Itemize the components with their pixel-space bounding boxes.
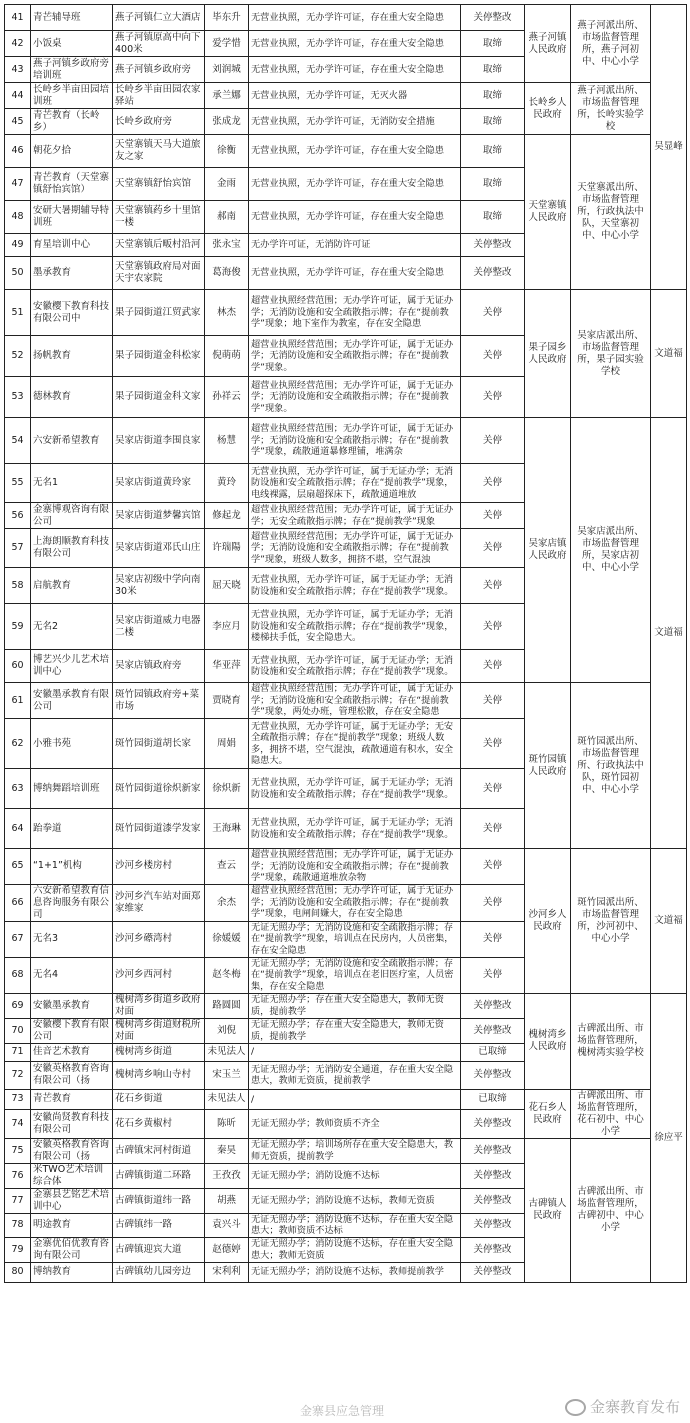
town-government: 吴家店镇人民政府 — [525, 418, 571, 683]
handling-result: 关停 — [461, 650, 525, 683]
institution-name: 佳音艺术教育 — [31, 1043, 113, 1061]
contact-person: 赵冬梅 — [205, 957, 249, 993]
row-number: 47 — [5, 168, 31, 201]
contact-person: 路圆圆 — [205, 993, 249, 1018]
contact-person: 袁兴斗 — [205, 1213, 249, 1237]
contact-person: 黄玲 — [205, 464, 249, 503]
problem-description: 超营业执照经营范围；无办学许可证，属于无证办学；无消防设施和安全疏散指示牌；存在“提前教学”现象；地下室作为教室，存在安全隐患 — [249, 290, 461, 336]
institution-name: 安徽墨承教育有限公司 — [31, 683, 113, 719]
row-number: 63 — [5, 769, 31, 809]
handling-result: 关停 — [461, 809, 525, 849]
handling-result: 关停整改 — [461, 1163, 525, 1188]
institution-name: 长岭乡半亩田园培训班 — [31, 83, 113, 109]
problem-description: 无营业执照，无办学许可证，无灭火器 — [249, 83, 461, 109]
problem-description: / — [249, 1089, 461, 1110]
institution-address: 天堂寨镇天马大道旅友之家 — [113, 135, 205, 168]
table-row — [5, 993, 687, 1018]
institution-address: 吴家店街道李围良家 — [113, 418, 205, 464]
institution-address: 沙河乡西河村 — [113, 957, 205, 993]
problem-description: 无营业执照，无办学许可证，存在重大安全隐患 — [249, 257, 461, 290]
town-government: 斑竹园镇人民政府 — [525, 683, 571, 849]
problem-description: 超营业执照经营范围；无办学许可证，属于无证办学；无消防设施和安全疏散指示牌；存在“提前教学”现象，疏散通道堆放杂物 — [249, 849, 461, 885]
institution-name: 无名1 — [31, 464, 113, 503]
contact-person: 华亚萍 — [205, 650, 249, 683]
institution-name: 跆拳道 — [31, 809, 113, 849]
row-number: 44 — [5, 83, 31, 109]
row-number: 69 — [5, 993, 31, 1018]
institution-address: 古碑镇街道二环路 — [113, 1163, 205, 1188]
handling-result: 关停整改 — [461, 257, 525, 290]
problem-description: 无营业执照，无办学许可证，属于无证办学；无消防设施和安全疏散指示牌；存在“提前教学”现象。 — [249, 650, 461, 683]
problem-description: 超营业执照经营范围；无办学许可证，属于无证办学；无消防设施和安全疏散指示牌；存在“提前教学”现象，两处办班，管理松散，存在安全隐患 — [249, 683, 461, 719]
institution-address: 吴家店街道威力电器二楼 — [113, 604, 205, 650]
contact-person: 徐衡 — [205, 135, 249, 168]
institution-address: 槐树湾乡响山寺村 — [113, 1061, 205, 1089]
contact-person: 宋玉兰 — [205, 1061, 249, 1089]
problem-description: 无证无照办学；消防设施不达标 — [249, 1163, 461, 1188]
row-number: 76 — [5, 1163, 31, 1188]
handling-result: 已取缔 — [461, 1043, 525, 1061]
town-government: 天堂寨镇人民政府 — [525, 135, 571, 290]
handling-result: 关停 — [461, 849, 525, 885]
contact-person: 张永宝 — [205, 234, 249, 257]
row-number: 52 — [5, 336, 31, 377]
institution-address: 天堂寨镇后畈村沿河 — [113, 234, 205, 257]
table-row — [5, 683, 687, 719]
institution-address: 斑竹园街道漆学发家 — [113, 809, 205, 849]
problem-description: 无营业执照，无办学许可证，属于无证办学；无安全疏散指示牌；存在“提前教学”现象；班级人数多，拥挤不堪，空气混浊，疏散通道有积水，安全隐患大。 — [249, 719, 461, 769]
institution-address: 天堂寨镇政府局对面天宇农家院 — [113, 257, 205, 290]
handling-result: 关停 — [461, 418, 525, 464]
row-number: 77 — [5, 1188, 31, 1213]
institution-address: 沙河乡礤湾村 — [113, 921, 205, 957]
rectification-table — [4, 4, 687, 1283]
contact-person: 孙祥云 — [205, 377, 249, 418]
institution-name: 安研大暑期辅导特训班 — [31, 201, 113, 234]
row-number: 71 — [5, 1043, 31, 1061]
handling-result: 关停 — [461, 683, 525, 719]
row-number: 80 — [5, 1262, 31, 1282]
problem-description: 无证无照办学；教师资质不齐全 — [249, 1110, 461, 1139]
row-number: 78 — [5, 1213, 31, 1237]
institution-address: 长岭乡半亩田园农家驿站 — [113, 83, 205, 109]
contact-person: 周娟 — [205, 719, 249, 769]
contact-person: 余杰 — [205, 884, 249, 921]
problem-description: 无证无照办学；无消防设施和安全疏散指示牌；存在“提前教学”现象，培训点在民房内，人员密集，存在安全隐患 — [249, 921, 461, 957]
institution-address: 古碑镇宋河村街道 — [113, 1138, 205, 1163]
institution-name: 青芒教育（长岭乡） — [31, 109, 113, 135]
row-number: 45 — [5, 109, 31, 135]
problem-description: 无证无照办学；培训场所存在重大安全隐患大，教师无资质，提前教学 — [249, 1138, 461, 1163]
contact-person: 查云 — [205, 849, 249, 885]
institution-address: 古碑镇幼儿园旁边 — [113, 1262, 205, 1282]
contact-person: 葛海俊 — [205, 257, 249, 290]
institution-name: 六安新希望教育 — [31, 418, 113, 464]
row-number: 49 — [5, 234, 31, 257]
institution-address: 燕子河镇乡政府旁 — [113, 57, 205, 83]
handling-result: 关停整改 — [461, 1138, 525, 1163]
institution-address: 吴家店初级中学向南30米 — [113, 568, 205, 604]
contact-person: 刘润城 — [205, 57, 249, 83]
handling-result: 关停整改 — [461, 1110, 525, 1139]
wechat-icon — [565, 1399, 586, 1416]
institution-name: 金寨博观咨询有限公司 — [31, 503, 113, 529]
table-body — [5, 5, 687, 1283]
town-government: 沙河乡人民政府 — [525, 849, 571, 994]
contact-person: 爱学惜 — [205, 31, 249, 57]
institution-name: 安徽英格教育咨询有限公司（扬 — [31, 1138, 113, 1163]
handling-result: 关停 — [461, 336, 525, 377]
handling-result: 关停 — [461, 377, 525, 418]
contact-person: 毕东升 — [205, 5, 249, 31]
handling-result: 关停整改 — [461, 1213, 525, 1237]
row-number: 50 — [5, 257, 31, 290]
institution-name: 无名3 — [31, 921, 113, 957]
problem-description: 无营业执照，无办学许可证，存在重大安全隐患 — [249, 57, 461, 83]
contact-person: 王孜孜 — [205, 1163, 249, 1188]
problem-description: 超营业执照经营范围；无办学许可证，属于无证办学；无消防设施和安全疏散指示牌；存在“提前教学”现象，电闸间嫌大，存在安全隐患 — [249, 884, 461, 921]
town-government: 古碑镇人民政府 — [525, 1138, 571, 1282]
institution-name: 博纳教育 — [31, 1262, 113, 1282]
institution-address: 斑竹园镇政府旁+菜市场 — [113, 683, 205, 719]
cooperating-departments: 古碑派出所、市场监督管理所，花石初中、中心小学 — [571, 1089, 651, 1138]
problem-description: 无证无照办学；消防设施不达标，教师提前教学 — [249, 1262, 461, 1282]
problem-description: / — [249, 1043, 461, 1061]
institution-name: 博纳舞蹈培训班 — [31, 769, 113, 809]
row-number: 60 — [5, 650, 31, 683]
town-government: 花石乡人民政府 — [525, 1089, 571, 1138]
problem-description: 超营业执照经营范围；无办学许可证，属于无证办学；无消防设施和安全疏散指示牌；存在“提前教学”现象。 — [249, 336, 461, 377]
institution-address: 吴家店镇政府旁 — [113, 650, 205, 683]
cooperating-departments: 古碑派出所、市场监督管理所，古碑初中、中心小学 — [571, 1138, 651, 1282]
row-number: 53 — [5, 377, 31, 418]
institution-name: 上海朗顺教育科技有限公司 — [31, 529, 113, 568]
table-row — [5, 1089, 687, 1110]
handling-result: 关停整改 — [461, 1262, 525, 1282]
row-number: 65 — [5, 849, 31, 885]
contact-person: 金雨 — [205, 168, 249, 201]
problem-description: 无证无照办学；无消防设施和安全疏散指示牌；存在“提前教学”现象，培训点在老旧医疗室，人员密集，存在安全隐患 — [249, 957, 461, 993]
contact-person: 未见法人 — [205, 1043, 249, 1061]
contact-person: 修起龙 — [205, 503, 249, 529]
institution-address: 槐树湾乡街道 — [113, 1043, 205, 1061]
row-number: 74 — [5, 1110, 31, 1139]
cooperating-departments: 燕子河派出所、市场监督管理所，长岭实验学校 — [571, 83, 651, 135]
row-number: 70 — [5, 1018, 31, 1043]
table-row — [5, 135, 687, 168]
institution-name: 青芒辅导班 — [31, 5, 113, 31]
watermark: 金寨教育发布 — [565, 1396, 680, 1417]
handling-result: 关停整改 — [461, 1188, 525, 1213]
contact-person: 李应月 — [205, 604, 249, 650]
institution-name: 金寨优佰优教育咨询有限公司 — [31, 1237, 113, 1262]
institution-address: 吴家店街道梦馨宾馆 — [113, 503, 205, 529]
problem-description: 无证无照办学；消防设施不达标，存在重大安全隐患大；教师无资质 — [249, 1237, 461, 1262]
handling-result: 关停 — [461, 503, 525, 529]
handling-result: 关停整改 — [461, 1061, 525, 1089]
row-number: 72 — [5, 1061, 31, 1089]
row-number: 79 — [5, 1237, 31, 1262]
institution-name: 明途教育 — [31, 1213, 113, 1237]
contact-person: 秦昊 — [205, 1138, 249, 1163]
contact-person: 林杰 — [205, 290, 249, 336]
institution-name: 米TWO艺术培训综合体 — [31, 1163, 113, 1188]
handling-result: 取缔 — [461, 201, 525, 234]
institution-name: 青芒教育（天堂寨镇舒怡宾馆） — [31, 168, 113, 201]
problem-description: 无营业执照，无办学许可证，属于无证办学；无消防设施和安全疏散指示牌；存在“提前教学”现象。 — [249, 769, 461, 809]
institution-address: 槐树湾乡街道财税所对面 — [113, 1018, 205, 1043]
responsible-person: 文道福 — [651, 849, 687, 994]
responsible-person: 徐应平 — [651, 993, 687, 1282]
institution-address: 燕子河镇原高中向下400米 — [113, 31, 205, 57]
responsible-person: 文道福 — [651, 290, 687, 418]
institution-address: 果子园街道金科松家 — [113, 336, 205, 377]
table-row — [5, 418, 687, 464]
row-number: 57 — [5, 529, 31, 568]
problem-description: 无营业执照，无办学许可证，无消防安全措施 — [249, 109, 461, 135]
table-row — [5, 5, 687, 31]
institution-address: 沙河乡楼房村 — [113, 849, 205, 885]
contact-person: 徐炽新 — [205, 769, 249, 809]
cooperating-departments: 吴家店派出所、市场监督管理所，果子园实验学校 — [571, 290, 651, 418]
institution-name: 金寨县艺铭艺术培训中心 — [31, 1188, 113, 1213]
row-number: 54 — [5, 418, 31, 464]
institution-name: 安徽樱下教育科技有限公司中 — [31, 290, 113, 336]
contact-person: 胡燕 — [205, 1188, 249, 1213]
problem-description: 超营业执照经营范围；无办学许可证，属于无证办学；无消防设施和安全疏散指示牌；存在“提前教学”现象。 — [249, 377, 461, 418]
contact-person: 承兰娜 — [205, 83, 249, 109]
institution-address: 吴家店街道邓氏山庄 — [113, 529, 205, 568]
problem-description: 无营业执照，无办学许可证，属于无证办学；无消防设施和安全疏散指示牌；存在“提前教学”现象，电线裸露，层扇超探床下，疏散通道堆放 — [249, 464, 461, 503]
handling-result: 取缔 — [461, 31, 525, 57]
contact-person: 倪萌萌 — [205, 336, 249, 377]
handling-result: 取缔 — [461, 109, 525, 135]
row-number: 62 — [5, 719, 31, 769]
institution-name: 安徽尚贤教育科技有限公司 — [31, 1110, 113, 1139]
institution-name: 无名2 — [31, 604, 113, 650]
handling-result: 关停 — [461, 290, 525, 336]
handling-result: 关停整改 — [461, 1237, 525, 1262]
institution-name: 墨承教育 — [31, 257, 113, 290]
town-government: 燕子河镇人民政府 — [525, 5, 571, 83]
row-number: 56 — [5, 503, 31, 529]
institution-address: 古碑镇街道纬一路 — [113, 1188, 205, 1213]
watermark-small: 金寨县应急管理 — [300, 1404, 385, 1418]
institution-address: 天堂寨镇药乡十里馆一楼 — [113, 201, 205, 234]
handling-result: 关停 — [461, 884, 525, 921]
institution-name: 扬帆教育 — [31, 336, 113, 377]
town-government: 果子园乡人民政府 — [525, 290, 571, 418]
cooperating-departments: 燕子河派出所、市场监督管理所，燕子河初中、中心小学 — [571, 5, 651, 83]
row-number: 64 — [5, 809, 31, 849]
institution-address: 沙河乡汽车站对面郑家维家 — [113, 884, 205, 921]
problem-description: 无营业执照，无办学许可证，存在重大安全隐患 — [249, 5, 461, 31]
row-number: 75 — [5, 1138, 31, 1163]
institution-address: 斑竹园街道胡长家 — [113, 719, 205, 769]
institution-address: 燕子河镇仁立大酒店 — [113, 5, 205, 31]
institution-address: 古碑镇迎宾大道 — [113, 1237, 205, 1262]
institution-address: 花石乡黄椒村 — [113, 1110, 205, 1139]
problem-description: 无办学许可证，无消防许可证 — [249, 234, 461, 257]
institution-name: “1+1”机构 — [31, 849, 113, 885]
cooperating-departments: 斑竹园派出所、市场监督管理所，沙河初中、中心小学 — [571, 849, 651, 994]
institution-address: 长岭乡政府旁 — [113, 109, 205, 135]
handling-result: 关停 — [461, 957, 525, 993]
row-number: 66 — [5, 884, 31, 921]
institution-address: 古碑镇纬一路 — [113, 1213, 205, 1237]
responsible-person: 文道福 — [651, 418, 687, 849]
institution-name: 六安新希望教育信息咨询服务有限公司 — [31, 884, 113, 921]
institution-name: 安徽墨承教育 — [31, 993, 113, 1018]
problem-description: 超营业执照经营范围；无办学许可证，属于无证办学；无消防设施和安全疏散指示牌；存在“提前教学”现象，疏散通道暴修理铺，堆满杂 — [249, 418, 461, 464]
row-number: 67 — [5, 921, 31, 957]
row-number: 43 — [5, 57, 31, 83]
cooperating-departments: 斑竹园派出所、市场监督管理所、行政执法中队，斑竹园初中、中心小学 — [571, 683, 651, 849]
row-number: 42 — [5, 31, 31, 57]
problem-description: 超营业执照经营范围；无办学许可证，属于无证办学；无消防设施和安全疏散指示牌；存在“提前教学”现象，班级人数多，拥挤不堪，空气混浊 — [249, 529, 461, 568]
row-number: 46 — [5, 135, 31, 168]
handling-result: 关停整改 — [461, 1018, 525, 1043]
handling-result: 关停整改 — [461, 993, 525, 1018]
problem-description: 无证无照办学；消防设施不达标，教师无资质 — [249, 1188, 461, 1213]
handling-result: 关停 — [461, 921, 525, 957]
handling-result: 关停 — [461, 769, 525, 809]
contact-person: 贾晓育 — [205, 683, 249, 719]
institution-address: 吴家店街道黄玲家 — [113, 464, 205, 503]
problem-description: 无证无照办学；存在重大安全隐患大，教师无资质，提前教学 — [249, 1018, 461, 1043]
problem-description: 无营业执照，无办学许可证，属于无证办学；无消防设施和安全疏散指示牌；存在“提前教学”现象。 — [249, 809, 461, 849]
row-number: 73 — [5, 1089, 31, 1110]
problem-description: 无营业执照，无办学许可证，存在重大安全隐患 — [249, 31, 461, 57]
institution-name: 安徽樱下教育有限公司 — [31, 1018, 113, 1043]
row-number: 48 — [5, 201, 31, 234]
problem-description: 无营业执照，无办学许可证，存在重大安全隐患 — [249, 135, 461, 168]
handling-result: 取缔 — [461, 135, 525, 168]
problem-description: 无证无照办学；消防设施不达标，存在重大安全隐患大；教师资质不达标 — [249, 1213, 461, 1237]
institution-name: 育星培训中心 — [31, 234, 113, 257]
institution-name: 朝花夕拾 — [31, 135, 113, 168]
row-number: 68 — [5, 957, 31, 993]
contact-person: 未见法人 — [205, 1089, 249, 1110]
table-row — [5, 290, 687, 336]
handling-result: 取缔 — [461, 83, 525, 109]
handling-result: 取缔 — [461, 57, 525, 83]
row-number: 41 — [5, 5, 31, 31]
institution-address: 斑竹园街道徐炽新家 — [113, 769, 205, 809]
contact-person: 王海琳 — [205, 809, 249, 849]
institution-address: 天堂寨镇舒怡宾馆 — [113, 168, 205, 201]
responsible-person: 吴显峰 — [651, 5, 687, 290]
cooperating-departments: 吴家店派出所、市场监督管理所，吴家店初中、中心小学 — [571, 418, 651, 683]
institution-name: 燕子河镇乡政府旁培训班 — [31, 57, 113, 83]
handling-result: 关停 — [461, 719, 525, 769]
institution-name: 小饭桌 — [31, 31, 113, 57]
contact-person: 郝南 — [205, 201, 249, 234]
handling-result: 已取缔 — [461, 1089, 525, 1110]
town-government: 槐树湾乡人民政府 — [525, 993, 571, 1089]
institution-name: 无名4 — [31, 957, 113, 993]
row-number: 55 — [5, 464, 31, 503]
problem-description: 超营业执照经营范围；无办学许可证，属于无证办学；无安全疏散指示牌；存在“提前教学”现象 — [249, 503, 461, 529]
problem-description: 无证无照办学；无消防安全通道，存在重大安全隐患大，教师无资质，提前教学 — [249, 1061, 461, 1089]
contact-person: 杨慧 — [205, 418, 249, 464]
problem-description: 无营业执照，无办学许可证，属于无证办学；无消防设施和安全疏散指示牌；存在“提前教学”现象，楼梯扶手低，安全隐患大。 — [249, 604, 461, 650]
contact-person: 张成龙 — [205, 109, 249, 135]
institution-address: 花石乡街道 — [113, 1089, 205, 1110]
institution-address: 果子园街道金科文家 — [113, 377, 205, 418]
table-row — [5, 1138, 687, 1163]
contact-person: 刘倪 — [205, 1018, 249, 1043]
contact-person: 赵德婷 — [205, 1237, 249, 1262]
contact-person: 宋利利 — [205, 1262, 249, 1282]
institution-name: 德林教育 — [31, 377, 113, 418]
institution-name: 安徽英格教育咨询有限公司（扬 — [31, 1061, 113, 1089]
row-number: 59 — [5, 604, 31, 650]
row-number: 58 — [5, 568, 31, 604]
handling-result: 关停整改 — [461, 5, 525, 31]
contact-person: 陈昕 — [205, 1110, 249, 1139]
institution-name: 青芒教育 — [31, 1089, 113, 1110]
handling-result: 关停 — [461, 568, 525, 604]
institution-name: 博艺兴少儿艺术培训中心 — [31, 650, 113, 683]
contact-person: 徐媛媛 — [205, 921, 249, 957]
table-row — [5, 849, 687, 885]
institution-name: 小雅书苑 — [31, 719, 113, 769]
handling-result: 取缔 — [461, 168, 525, 201]
problem-description: 无营业执照，无办学许可证，存在重大安全隐患 — [249, 201, 461, 234]
row-number: 61 — [5, 683, 31, 719]
contact-person: 屈天晓 — [205, 568, 249, 604]
problem-description: 无营业执照，无办学许可证，存在重大安全隐患 — [249, 168, 461, 201]
handling-result: 关停 — [461, 604, 525, 650]
handling-result: 关停 — [461, 529, 525, 568]
contact-person: 许瑞陽 — [205, 529, 249, 568]
institution-address: 槐树湾乡街道乡政府对面 — [113, 993, 205, 1018]
table-row — [5, 83, 687, 109]
institution-name: 启航教育 — [31, 568, 113, 604]
row-number: 51 — [5, 290, 31, 336]
problem-description: 无营业执照，无办学许可证，属于无证办学；无消防设施和安全疏散指示牌；存在“提前教学”现象。 — [249, 568, 461, 604]
handling-result: 关停整改 — [461, 234, 525, 257]
town-government: 长岭乡人民政府 — [525, 83, 571, 135]
problem-description: 无证无照办学；存在重大安全隐患大，教师无资质，提前教学 — [249, 993, 461, 1018]
handling-result: 关停 — [461, 464, 525, 503]
cooperating-departments: 古碑派出所、市场监督管理所，槐树湾实验学校 — [571, 993, 651, 1089]
institution-address: 果子园街道江贸武家 — [113, 290, 205, 336]
cooperating-departments: 天堂寨派出所、市场监督管理所，行政执法中队，天堂寨初中、中心小学 — [571, 135, 651, 290]
